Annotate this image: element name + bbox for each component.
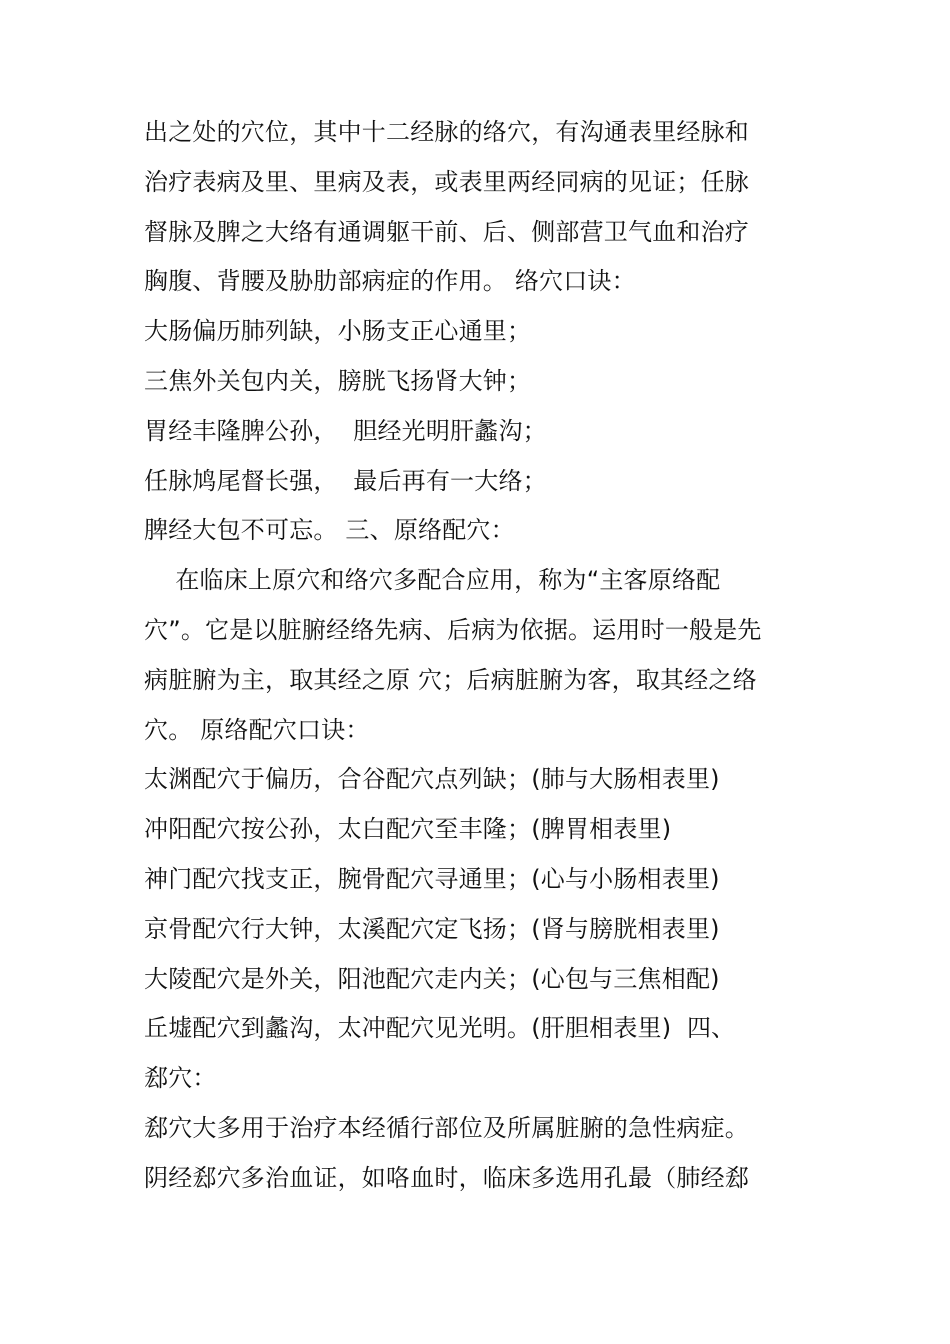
body-text: [144, 108, 824, 1204]
text-line: 在临床上原穴和络穴多配合应用，称为“主客原络配: [144, 566, 721, 595]
text-line: 治疗表病及里、里病及表，或表里两经同病的见证；任脉: [144, 167, 749, 196]
text-line: 胃经丰隆脾公孙， 胆经光明肝蠡沟；: [144, 416, 547, 445]
text-line: 太渊配穴于偏历，合谷配穴点列缺；(肺与大肠相表里): [144, 765, 720, 794]
text-line: 大陵配穴是外关，阳池配穴走内关；(心包与三焦相配): [144, 964, 720, 993]
text-line: 病脏腑为主，取其经之原 穴；后病脏腑为客，取其经之络: [144, 665, 757, 694]
text-line: 冲阳配穴按公孙，太白配穴至丰隆；(脾胃相表里): [144, 815, 672, 844]
text-line: 郄穴：: [144, 1064, 217, 1093]
text-line: 穴。 原络配穴口诀：: [144, 715, 370, 744]
text-line: 阴经郄穴多治血证，如咯血时，临床多选用孔最（肺经郄: [144, 1163, 749, 1192]
text-line: 穴”。它是以脏腑经络先病、后病为依据。运用时一般是先: [144, 615, 762, 644]
text-line: 神门配穴找支正，腕骨配穴寻通里；(心与小肠相表里): [144, 864, 720, 893]
text-line: 督脉及脾之大络有通调躯干前、后、侧部营卫气血和治疗: [144, 217, 749, 246]
text-line: 出之处的穴位，其中十二经脉的络穴，有沟通表里经脉和: [144, 118, 749, 146]
text-line: 脾经大包不可忘。 三、原络配穴：: [144, 516, 515, 545]
text-line: 胸腹、背腰及胁肋部病症的作用。 络穴口诀：: [144, 267, 636, 296]
text-line: 任脉鸠尾督长强， 最后再有一大络；: [144, 466, 547, 495]
text-line: 大肠偏历肺列缺，小肠支正心通里；: [144, 317, 532, 346]
text-line: 京骨配穴行大钟，太溪配穴定飞扬；(肾与膀胱相表里): [144, 914, 720, 943]
text-line: 三焦外关包内关，膀胱飞扬肾大钟；: [144, 366, 532, 395]
text-line: 郄穴大多用于治疗本经循行部位及所属脏腑的急性病症。: [144, 1113, 749, 1142]
text-line: 丘墟配穴到蠡沟，太冲配穴见光明。(肝胆相表里) 四、: [144, 1014, 736, 1043]
